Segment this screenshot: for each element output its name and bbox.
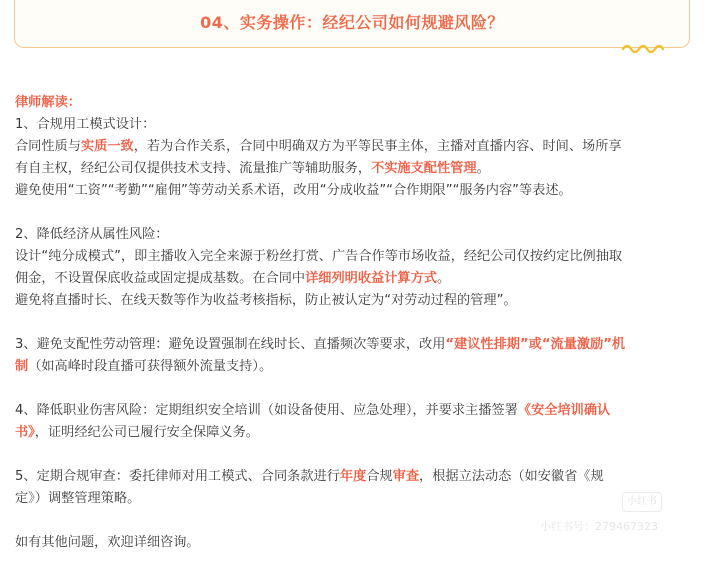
text-line [15,158,701,180]
text-line [15,180,701,202]
body-text: 1、合规用工模式设计： [15,117,156,132]
body-text: 合同性质与 [15,139,81,154]
body-text: 3、避免支配性劳动管理：避免设置强制在线时长、直播频次等要求，改用 [15,337,446,352]
wave-decoration-icon [621,41,667,53]
highlight-text: 年度 [339,469,367,484]
body-text: ，证明经纪公司已履行安全保障义务。 [34,425,259,440]
section-2 [15,224,701,312]
text-line [15,488,701,510]
text-line [15,466,701,488]
highlight-text: “建议性排期”或“流量激励”机 [445,337,626,352]
section-header [14,0,690,48]
body-text: 避免将直播时长、在线天数等作为收益考核指标，防止被认定为“对劳动过程的管理”。 [15,293,517,308]
body-text: 。 [437,271,451,286]
watermark-badge: 小红书 [622,492,662,512]
body-text: 4、降低职业伤害风险：定期组织安全培训（如设备使用、应急处理），并要求主播签署 [15,403,518,418]
paragraph-gap [15,312,701,334]
text-line [15,246,701,268]
body-text: 有自主权，经纪公司仅提供技术支持、流量推广等辅助服务， [15,161,372,176]
section-6 [15,532,701,554]
lawyer-label: 律师解读： [15,95,81,110]
paragraph-gap [15,444,701,466]
body-text: （如高峰时段直播可获得额外流量支持）。 [28,359,273,374]
body-text: 定》）调整管理策略。 [15,491,141,506]
body-text: 避免使用“工资”“考勤”“雇佣”等劳动关系术语，改用“分成收益”“合作期限”“服务内容”等表述。 [15,183,572,198]
text-line [15,400,701,422]
highlight-text: 不实施支配性管理 [371,161,477,176]
body-text: 设计“纯分成模式”，即主播收入完全来源于粉丝打赏、广告合作等市场收益，经纪公司仅按约定比例抽取 [15,249,623,264]
body-text: 。 [476,161,490,176]
highlight-text: 实质一致 [80,139,134,154]
section-3 [15,334,701,378]
text-line [15,268,701,290]
highlight-text: 详细列明收益计算方式 [305,271,437,286]
paragraph-gap [15,378,701,400]
highlight-text: 书》 [15,425,35,440]
text-line [15,290,701,312]
text-line [15,422,701,444]
body-text: 5、定期合规审查：委托律师对用工模式、合同条款进行 [15,469,340,484]
text-line [15,532,701,554]
text-line [15,114,701,136]
text-line [15,136,701,158]
section-1 [15,114,701,202]
highlight-text: 制 [15,359,29,374]
text-line [15,356,701,378]
article-body [15,92,701,554]
paragraph-gap [15,202,701,224]
watermark-text: 小红书号：279467323 [540,520,658,533]
highlight-text: 《安全培训确认 [517,403,611,418]
text-line [15,224,701,246]
section-title: 04、实务操作：经纪公司如何规避风险？ [200,13,504,32]
text-line [15,334,701,356]
body-text: 如有其他问题，欢迎详细咨询。 [15,535,200,550]
body-text: ，根据立法动态（如安徽省《规 [419,469,604,484]
section-5 [15,466,701,510]
highlight-text: 审查 [392,469,420,484]
body-text: 合规 [366,469,393,484]
body-text: 2、降低经济从属性风险： [15,227,169,242]
section-4 [15,400,701,444]
body-text: ，若为合作关系，合同中明确双方为平等民事主体，主播对直播内容、时间、场所享 [133,139,622,154]
body-text: 佣金，不设置保底收益或固定提成基数。在合同中 [15,271,306,286]
